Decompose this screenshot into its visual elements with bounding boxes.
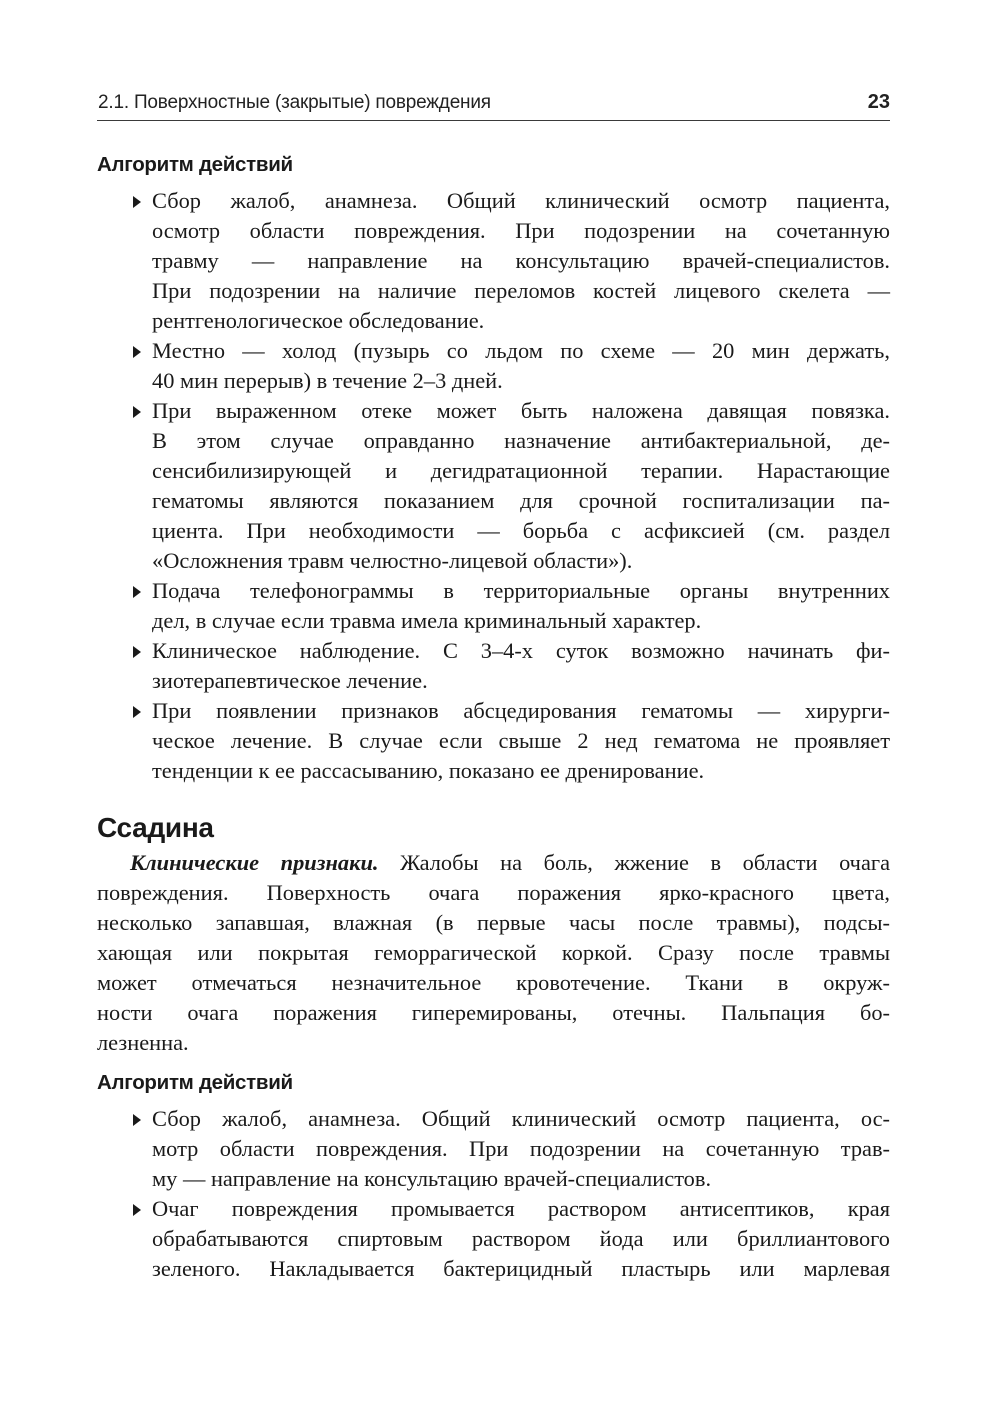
text-line: «Осложнения травм челюстно-лицевой области»). (152, 548, 633, 573)
text-line: тенденции к ее рассасыванию, показано ее дренирование. (152, 758, 705, 783)
text-line: Очаг повреждения промывается раствором антисептиков, края (152, 1196, 890, 1221)
list-item (97, 1104, 890, 1194)
text-line: гематомы являются показанием для срочной госпитализации па- (152, 488, 890, 513)
text-line: Сбор жалоб, анамнеза. Общий клинический осмотр пациента, (152, 188, 890, 213)
text-line: му — направление на консультацию врачей-специалистов. (152, 1166, 712, 1191)
list-item (97, 186, 890, 336)
text-line: зеленого. Накладывается бактерицидный пластырь или марлевая (152, 1256, 890, 1281)
text-line: несколько запавшая, влажная (в первые часы после травмы), подсы- (97, 910, 890, 935)
bullet-triangle-icon (133, 346, 141, 358)
running-header (97, 90, 890, 121)
text-line: Клиническое наблюдение. С 3–4-х суток возможно начинать фи- (152, 638, 890, 663)
text-line: дел, в случае если травма имела криминальный характер. (152, 608, 702, 633)
text-line: сенсибилизирующей и дегидратационной терапии. Нарастающие (152, 458, 890, 483)
clinical-signs-paragraph (97, 848, 890, 1058)
text-line: Сбор жалоб, анамнеза. Общий клинический осмотр пациента, ос- (152, 1106, 890, 1131)
text-line: травму — направление на консультацию врачей-специалистов. (152, 248, 890, 273)
section-title: Ссадина (97, 812, 214, 843)
text-line: зиотерапевтическое лечение. (152, 668, 428, 693)
bullet-triangle-icon (133, 1204, 141, 1216)
text-line: циента. При необходимости — борьба с асфиксией (см. раздел (152, 518, 890, 543)
text-line: При появлении признаков абсцедирования гематомы — хирурги- (152, 698, 890, 723)
list-item (97, 396, 890, 576)
text-line: мотр области повреждения. При подозрении на сочетанную трав- (152, 1136, 890, 1161)
text-line: ческое лечение. В случае если свыше 2 нед гематома не проявляет (152, 728, 890, 753)
bullet-triangle-icon (133, 646, 141, 658)
algorithm-heading-2: Алгоритм действий (97, 1071, 293, 1094)
text-line: В этом случае оправданно назначение антибактериальной, де- (152, 428, 890, 453)
text-line: хающая или покрытая геморрагической коркой. Сразу после травмы (97, 940, 890, 965)
list-item (97, 696, 890, 786)
bullet-triangle-icon (133, 706, 141, 718)
text-line: обрабатываются спиртовым раствором йода или бриллиантового (152, 1226, 890, 1251)
bullet-triangle-icon (133, 1114, 141, 1126)
list-item (97, 1194, 890, 1284)
text-line: Местно — холод (пузырь со льдом по схеме — 20 мин держать, (152, 338, 890, 363)
text-line: Подача телефонограммы в территориальные органы внутренних (152, 578, 890, 603)
list-item (97, 336, 890, 396)
text-line: При выраженном отеке может быть наложена давящая повязка. (152, 398, 890, 423)
text-line: рентгенологическое обследование. (152, 308, 485, 333)
bullet-triangle-icon (133, 406, 141, 418)
text-line: ности очага поражения гиперемированы, отечны. Пальпация бо- (97, 1000, 890, 1025)
text-line: 40 мин перерыв) в течение 2–3 дней. (152, 368, 503, 393)
text-line (97, 848, 890, 878)
running-header-title: 2.1. Поверхностные (закрытые) повреждения (98, 92, 491, 113)
page-number: 23 (867, 91, 890, 113)
algorithm-list-2 (97, 1104, 890, 1284)
list-item (97, 636, 890, 696)
text-line: повреждения. Поверхность очага поражения ярко-красного цвета, (97, 880, 890, 905)
text-line: может отмечаться незначительное кровотечение. Ткани в окруж- (97, 970, 890, 995)
bullet-triangle-icon (133, 586, 141, 598)
algorithm-heading-1: Алгоритм действий (97, 153, 293, 176)
lead-line-text: Жалобы на боль, жжение в области очага (378, 850, 891, 875)
text-line: осмотр области повреждения. При подозрении на сочетанную (152, 218, 890, 243)
text-line: лезненна. (97, 1030, 189, 1055)
list-item (97, 576, 890, 636)
bullet-triangle-icon (133, 196, 141, 208)
algorithm-list-1 (97, 186, 890, 786)
lead-in: Клинические признаки. (130, 850, 379, 875)
text-line: При подозрении на наличие переломов костей лицевого скелета — (152, 278, 890, 303)
